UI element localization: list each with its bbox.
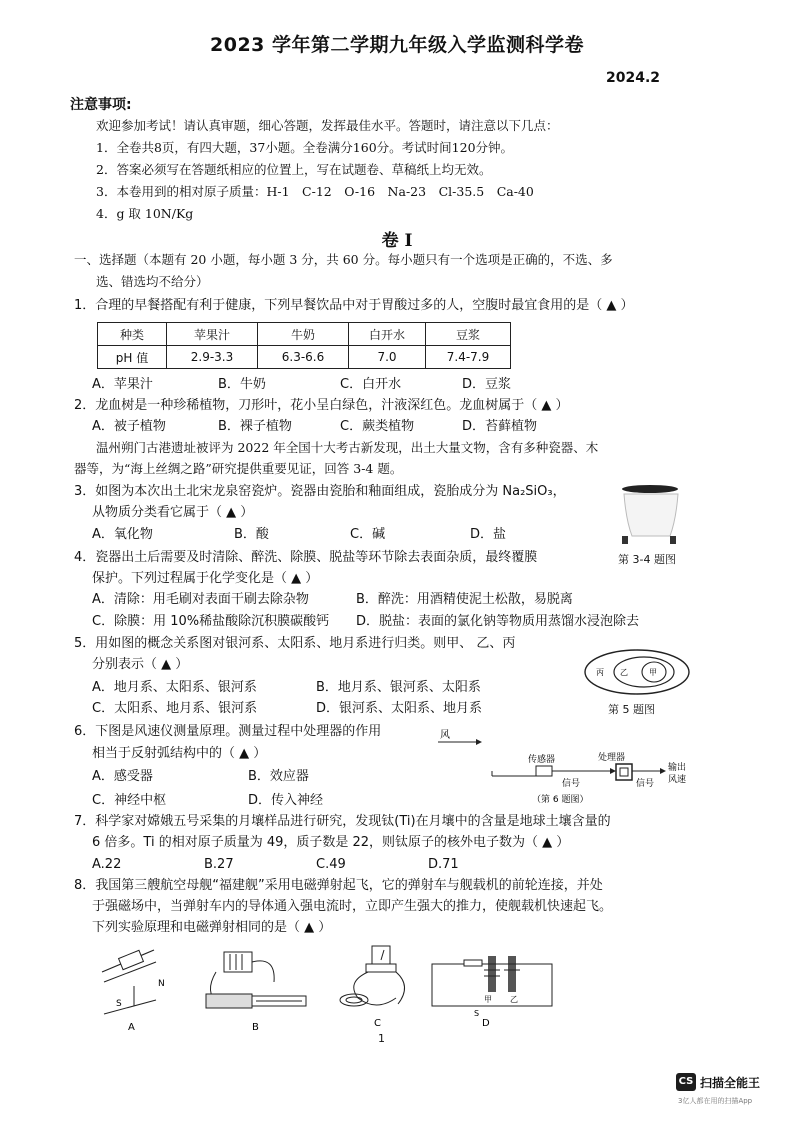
question-5-stem: 5．用如图的概念关系图对银河系、太阳系、地月系进行归类。则甲、 乙、丙 (74, 636, 516, 651)
option-c: C．神经中枢 (92, 793, 167, 808)
table-row (98, 323, 511, 346)
label-jia: 甲 (484, 995, 492, 1004)
figure-caption: 第 3-4 题图 (618, 553, 676, 566)
option-a: A．被子植物 (92, 419, 166, 434)
notice-heading: 注意事项: (70, 97, 132, 113)
sensor-label: 传感器 (528, 755, 556, 765)
question-5-stem-cont: 分别表示（ ▲ ） (92, 657, 189, 672)
option-a: A．地月系、太阳系、银河系 (92, 680, 257, 695)
label-s: S (474, 1009, 480, 1018)
table-cell: 苹果汁 (167, 323, 258, 346)
label-yi: 乙 (510, 995, 518, 1004)
page-number: 1 (378, 1032, 385, 1045)
question-6-stem: 6．下图是风速仪测量原理。测量过程中处理器的作用 (74, 724, 382, 739)
figure-caption: （第 6 题图） (532, 795, 589, 804)
figure-label-d: D (482, 1018, 490, 1029)
processor-label: 处理器 (598, 753, 626, 763)
option-a: A．氧化物 (92, 527, 153, 542)
question-2-stem: 2．龙血树是一种珍稀植物，刀形叶，花小呈白绿色，汁液深红色。龙血树属于（ ▲ ） (74, 398, 569, 413)
notice-line: 欢迎参加考试！请认真审题，细心答题，发挥最佳水平。答题时，请注意以下几点： (96, 118, 559, 133)
table-cell: 白开水 (349, 323, 426, 346)
passage-line: 温州朔门古港遗址被评为 2022 年全国十大考古新发现，出土大量文物，含有多种瓷器、木 (96, 440, 599, 455)
camscanner-logo-icon: CS (676, 1073, 696, 1091)
option-c: C．蕨类植物 (340, 419, 415, 434)
section-heading: 一、选择题（本题有 20 小题，每小题 3 分，共 60 分。每小题只有一个选项是正确的，不选、多 (74, 252, 613, 267)
option-d: D．传入神经 (248, 793, 324, 808)
question-6-stem-cont: 相当于反射弧结构中的（ ▲ ） (92, 746, 267, 761)
option-a: A．清除：用毛刷对表面干刷去除杂物 (92, 592, 309, 607)
option-c: C．白开水 (340, 377, 402, 392)
watermark-subtitle: 3亿人都在用的扫描App (678, 1097, 753, 1105)
signal-label: 信号 (562, 779, 581, 789)
question-4-stem: 4．瓷器出土后需要及时清除、醉洗、除膜、脱盐等环节除去表面杂质，最终覆膜 (74, 550, 538, 565)
concept-relation-diagram (582, 648, 692, 698)
anemometer-diagram (436, 724, 692, 804)
option-d: D．盐 (470, 527, 507, 542)
option-a: A．苹果汁 (92, 377, 153, 392)
option-c: C．太阳系、地月系、银河系 (92, 701, 258, 716)
notice-line: 2．答案必须写在答题纸相应的位置上，写在试题卷、草稿纸上均无效。 (96, 162, 492, 177)
table-cell: 2.9-3.3 (167, 346, 258, 369)
label-s: S (116, 999, 122, 1009)
question-8-stem: 8．我国第三艘航空母舰“福建舰”采用电磁弹射起飞，它的弹射车与舰载机的前轮连接，并处 (74, 878, 603, 893)
output-label: 风速 (668, 775, 687, 785)
figure-caption: 第 5 题图 (608, 703, 655, 716)
notice-line: 1．全卷共8页，有四大题，37小题。全卷满分160分。考试时间120分钟。 (96, 140, 514, 155)
option-d: D．苔藓植物 (462, 419, 538, 434)
figure-a-oersted (102, 950, 165, 1033)
question-4-stem-cont: 保护。下列过程属于化学变化是（ ▲ ） (92, 571, 319, 586)
option-b: B．酸 (234, 527, 269, 542)
page-title: 2023 学年第二学期九年级入学监测科学卷 (210, 34, 584, 56)
question-8-stem-cont: 于强磁场中，当弹射车内的导体通入强电流时，立即产生强大的推力，使舰载机快速起飞。 (92, 899, 613, 914)
exam-date: 2024.2 (606, 70, 661, 86)
table-row (98, 346, 511, 369)
option-c: C．碱 (350, 527, 386, 542)
table-cell: 7.0 (349, 346, 426, 369)
watermark-name: 扫描全能王 (700, 1076, 761, 1090)
figure-label-c: C (374, 1018, 381, 1029)
option-b: B．醉洗：用酒精使泥土松散，易脱离 (356, 592, 573, 607)
option-b: B．裸子植物 (218, 419, 292, 434)
option-b: B.27 (204, 857, 234, 872)
option-d: D．脱盐：表面的氯化钠等物质用蒸馏水浸泡除去 (356, 614, 640, 629)
table-cell: 种类 (98, 323, 167, 346)
section-heading-cont: 选、错选均不给分） (96, 274, 209, 289)
question-7-stem: 7．科学家对嫦娥五号采集的月壤样品进行研究，发现钛(Ti)在月壤中的含量是地球土壤含量的 (74, 814, 611, 829)
table-cell: 7.4-7.9 (426, 346, 511, 369)
figure-b-rails (206, 952, 306, 1033)
question-8-stem-cont: 下列实验原理和电磁弹射相同的是（ ▲ ） (92, 920, 332, 935)
volume-heading: 卷 I (381, 231, 413, 251)
figure-label-a: A (128, 1022, 135, 1033)
table-cell: 6.3-6.6 (258, 346, 349, 369)
option-a: A.22 (92, 857, 122, 872)
question-3-stem-cont: 从物质分类看它属于（ ▲ ） (92, 505, 254, 520)
option-a: A．感受器 (92, 769, 153, 784)
option-b: B．牛奶 (218, 377, 266, 392)
question-1-stem: 1．合理的早餐搭配有利于健康，下列早餐饮品中对于胃酸过多的人，空腹时最宜食用的是（ ▲ ） (74, 298, 634, 313)
question-3-stem: 3．如图为本次出土北宋龙泉窑瓷炉。瓷器由瓷胎和釉面组成，瓷胎成分为 Na₂SiO₃， (74, 484, 566, 499)
option-c: C．除膜：用 10%稀盐酸除沉积膜碳酸钙 (92, 614, 330, 629)
option-d: D．银河系、太阳系、地月系 (316, 701, 483, 716)
ph-table (97, 322, 511, 369)
option-d: D．豆浆 (462, 377, 512, 392)
table-cell: pH 值 (98, 346, 167, 369)
experiment-figures (96, 942, 616, 1034)
option-c: C.49 (316, 857, 346, 872)
label-yi: 乙 (620, 668, 628, 677)
figure-label-b: B (252, 1022, 259, 1033)
passage-line: 器等，为“海上丝绸之路”研究提供重要见证，回答 3-4 题。 (74, 461, 403, 476)
output-label: 输出 (668, 763, 687, 773)
porcelain-incense-burner-image (612, 480, 684, 546)
option-d: D.71 (428, 857, 459, 872)
notice-line: 4．g 取 10N/Kg (96, 206, 194, 221)
label-bing: 丙 (596, 668, 604, 677)
table-cell: 牛奶 (258, 323, 349, 346)
question-7-stem-cont: 6 倍多。Ti 的相对原子质量为 49，质子数是 22，则钛原子的核外电子数为（ ▲ ） (92, 835, 570, 850)
signal-label: 信号 (636, 779, 655, 789)
option-b: B．效应器 (248, 769, 309, 784)
option-b: B．地月系、银河系、太阳系 (316, 680, 481, 695)
wind-label: 风 (440, 730, 450, 741)
figure-d-electromagnet (432, 956, 552, 1029)
label-n: N (158, 979, 165, 989)
notice-line: 3．本卷用到的相对原子质量：H-1 C-12 O-16 Na-23 Cl-35.5 Ca-40 (96, 184, 534, 199)
table-cell: 豆浆 (426, 323, 511, 346)
label-jia: 甲 (649, 668, 657, 677)
figure-c-generator (340, 946, 405, 1029)
